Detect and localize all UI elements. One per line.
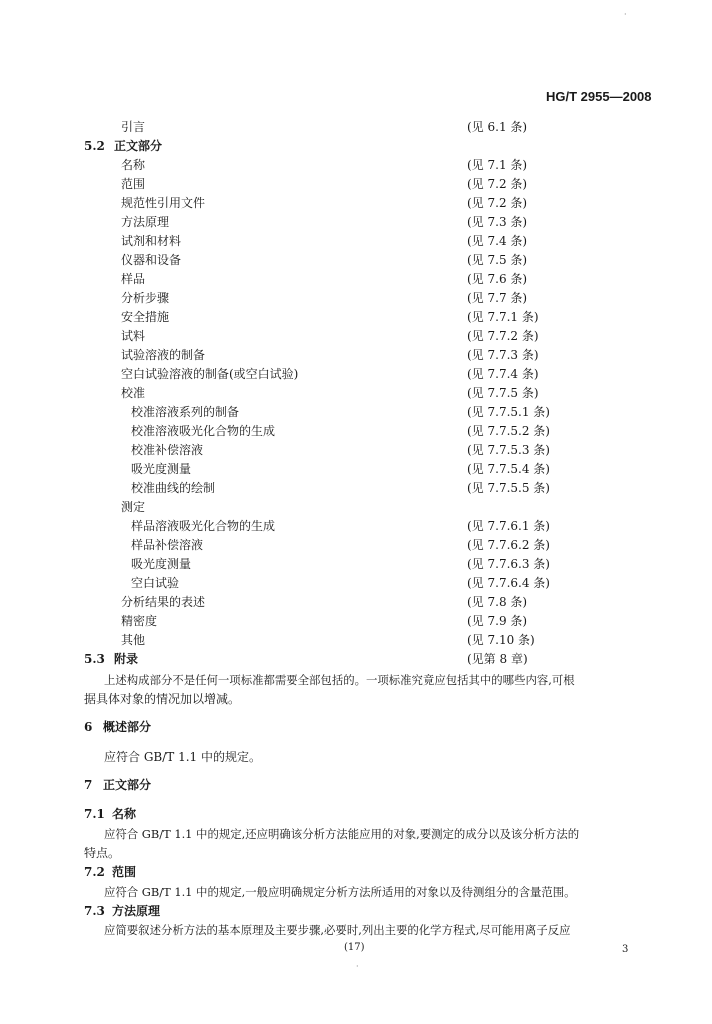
- toc-item-label: 样品: [121, 272, 146, 286]
- section-title: 正文部分: [103, 778, 152, 792]
- section-title: 概述部分: [103, 720, 152, 734]
- scan-speck: ·: [356, 962, 359, 971]
- toc-item-ref: (见 7.2 条): [467, 177, 528, 191]
- toc-item-ref: (见第 8 章): [467, 652, 528, 666]
- page-number-right: 3: [622, 944, 629, 955]
- toc-item-label: 空白试验溶液的制备(或空白试验): [121, 367, 299, 381]
- toc-item-ref: (见 7.7.5.4 条): [467, 462, 550, 476]
- toc-item-label: 校准曲线的绘制: [131, 481, 216, 495]
- toc-item-label: 校准溶液吸光化合物的生成: [131, 424, 276, 438]
- toc-item-label: 试验溶液的制备: [121, 348, 206, 362]
- toc-item-label: 吸光度测量: [131, 462, 192, 476]
- toc-item-ref: (见 7.10 条): [467, 633, 535, 647]
- section-title: 附录: [114, 652, 139, 666]
- toc-item-label: 样品补偿溶液: [131, 538, 204, 552]
- scan-speck: ·: [624, 10, 627, 19]
- toc-item-ref: (见 6.1 条): [467, 120, 528, 134]
- toc-item-label: 方法原理: [121, 215, 170, 229]
- toc-item-ref: (见 7.7 条): [467, 291, 528, 305]
- toc-item-ref: (见 7.4 条): [467, 234, 528, 248]
- toc-item-label: 其他: [121, 633, 146, 647]
- toc-item-label: 样品溶液吸光化合物的生成: [131, 519, 276, 533]
- toc-item-label: 试料: [121, 329, 146, 343]
- toc-item-ref: (见 7.7.6.2 条): [467, 538, 550, 552]
- section-number: 5.3: [84, 652, 105, 666]
- toc-item-label: 分析步骤: [121, 291, 170, 305]
- paragraph-line: 应符合 GB/T 1.1 中的规定,还应明确该分析方法能应用的对象,要测定的成分以及该分析方法的: [104, 827, 580, 841]
- section-title: 正文部分: [114, 139, 163, 153]
- toc-item-label: 试剂和材料: [121, 234, 182, 248]
- section-number: 6: [84, 720, 93, 734]
- toc-item-ref: (见 7.7.5.2 条): [467, 424, 550, 438]
- toc-item-ref: (见 7.8 条): [467, 595, 528, 609]
- page-number-center: (17): [344, 942, 365, 953]
- toc-item-ref: (见 7.7.6.4 条): [467, 576, 550, 590]
- paragraph-line: 应符合 GB/T 1.1 中的规定,一般应明确规定分析方法所适用的对象以及待测组分的含量范围。: [104, 885, 576, 899]
- section-number: 7.1: [84, 807, 105, 821]
- toc-item-label: 范围: [121, 177, 146, 191]
- section-number: 5.2: [84, 139, 105, 153]
- toc-item-label: 校准溶液系列的制备: [131, 405, 240, 419]
- section-number: 7.3: [84, 904, 105, 918]
- paragraph-line: 特点。: [84, 846, 121, 860]
- toc-item-label: 空白试验: [131, 576, 180, 590]
- toc-item-label: 校准补偿溶液: [131, 443, 204, 457]
- toc-item-ref: (见 7.7.3 条): [467, 348, 539, 362]
- toc-item-ref: (见 7.1 条): [467, 158, 528, 172]
- toc-item-ref: (见 7.2 条): [467, 196, 528, 210]
- toc-item-ref: (见 7.7.1 条): [467, 310, 539, 324]
- toc-item-ref: (见 7.7.2 条): [467, 329, 539, 343]
- toc-item-ref: (见 7.7.4 条): [467, 367, 539, 381]
- section-title: 范围: [112, 865, 137, 879]
- toc-item-ref: (见 7.5 条): [467, 253, 528, 267]
- toc-item-ref: (见 7.7.5 条): [467, 386, 539, 400]
- section-number: 7.2: [84, 865, 105, 879]
- toc-item-ref: (见 7.7.6.3 条): [467, 557, 550, 571]
- toc-item-label: 仪器和设备: [121, 253, 182, 267]
- toc-item-ref: (见 7.3 条): [467, 215, 528, 229]
- toc-item-label: 吸光度测量: [131, 557, 192, 571]
- section-title: 方法原理: [112, 904, 161, 918]
- toc-item-ref: (见 7.7.5.1 条): [467, 405, 550, 419]
- toc-item-label: 名称: [121, 158, 146, 172]
- toc-item-label: 安全措施: [121, 310, 170, 324]
- toc-item-label: 引言: [121, 120, 146, 134]
- paragraph-line: 据具体对象的情况加以增减。: [84, 692, 241, 706]
- toc-item-ref: (见 7.7.6.1 条): [467, 519, 550, 533]
- toc-item-label: 校准: [121, 386, 146, 400]
- toc-item-label: 测定: [121, 500, 146, 514]
- toc-item-label: 规范性引用文件: [121, 196, 206, 210]
- toc-item-ref: (见 7.7.5.3 条): [467, 443, 550, 457]
- toc-item-ref: (见 7.7.5.5 条): [467, 481, 550, 495]
- toc-item-ref: (见 7.9 条): [467, 614, 528, 628]
- paragraph-line: 应符合 GB/T 1.1 中的规定。: [104, 750, 261, 764]
- section-title: 名称: [112, 807, 137, 821]
- section-number: 7: [84, 778, 93, 792]
- standard-code: HG/T 2955—2008: [546, 89, 652, 104]
- paragraph-line: 上述构成部分不是任何一项标准都需要全部包括的。一项标准究竟应包括其中的哪些内容,可根: [104, 673, 575, 687]
- toc-item-label: 精密度: [121, 614, 158, 628]
- paragraph-line: 应简要叙述分析方法的基本原理及主要步骤,必要时,列出主要的化学方程式,尽可能用离子反应: [104, 923, 571, 937]
- toc-item-ref: (见 7.6 条): [467, 272, 528, 286]
- toc-item-label: 分析结果的表述: [121, 595, 206, 609]
